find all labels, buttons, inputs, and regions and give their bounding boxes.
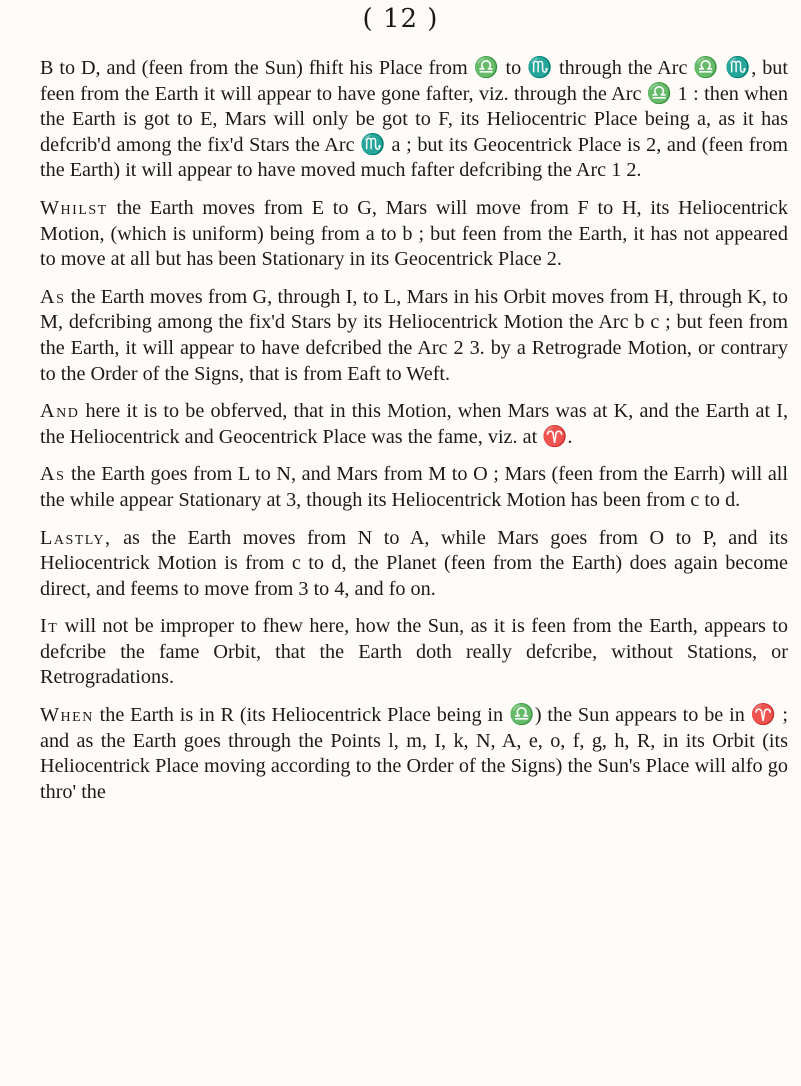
paragraph-8 (40, 703, 788, 805)
paragraph-1 (40, 56, 788, 184)
paragraph-lead: As (40, 463, 66, 486)
paragraph-lead: When (40, 704, 94, 727)
paragraph-text: as the Earth moves from N to A, while Mars goes from O to P, and its Heliocentrick Motion is from c to d, the Planet (feen from the Earth) does again become direct, and feems to move from 3 to 4, and fo on. (40, 526, 788, 600)
paragraph-text: here it is to be obferved, that in this Motion, when Mars was at K, and the Earth at I, the Heliocentrick and Geocentrick Place was the fame, viz. at ♈. (40, 400, 788, 448)
paragraph-lead: As (40, 285, 66, 308)
paragraph-text: B to D, and (feen from the Sun) fhift his Place from ♎ to ♏ through the Arc ♎ ♏, but feen from the Earth it will appear to have gone fafter, viz. through the Arc ♎ 1 : then when the Earth is got to E, Mars will only be got to F, its Heliocentric Place being a, as it has defcrib'd among the fix'd Stars the Arc ♏ a ; but its Geocentrick Place is 2, and (feen from the Earth) it will appear to have moved much fafter defcribing the Arc 1 2. (40, 57, 788, 182)
paragraph-lead: Lastly, (40, 526, 112, 549)
paragraph-text: the Earth goes from L to N, and Mars from M to O ; Mars (feen from the Earrh) will all the while appear Stationary at 3, though its Heliocentrick Motion has been from c to d. (40, 463, 788, 511)
paragraph-2 (40, 196, 788, 273)
paragraph-6 (40, 526, 788, 603)
paragraph-5 (40, 462, 788, 513)
body-text (40, 56, 788, 817)
paragraph-lead: Whilst (40, 196, 108, 219)
paragraph-text: the Earth moves from E to G, Mars will move from F to H, its Heliocentrick Motion, (which is uniform) being from a to b ; but feen from the Earth, it has not appeared to move at all but has been Stationary in its Geocentrick Place 2. (40, 196, 788, 271)
paragraph-lead: And (40, 400, 80, 423)
paragraph-text: the Earth is in R (its Heliocentrick Place being in ♎) the Sun appears to be in ♈ ; and as the Earth goes through the Points l, m, I, k, N, A, e, o, f, g, h, R, in its Orbit (its Heliocentrick Place moving according to the Order of the Signs) the Sun's Place will alfo go thro' the (40, 704, 788, 803)
paragraph-text: the Earth moves from G, through I, to L, Mars in his Orbit moves from H, through K, to M, defcribing among the fix'd Stars by its Heliocentrick Motion the Arc b c ; but feen from the Earth, it will appear to have defcribed the Arc 2 3. by a Retrograde Motion, or contrary to the Order of the Signs, that is from Eaft to Weft. (40, 285, 788, 385)
paragraph-text: will not be improper to fhew here, how the Sun, as it is feen from the Earth, appears to defcribe the fame Orbit, that the Earth doth really defcribe, without Stations, or Retrogradations. (40, 615, 788, 689)
paragraph-4 (40, 399, 788, 450)
paragraph-lead: It (40, 615, 59, 638)
paragraph-3 (40, 285, 788, 387)
paragraph-7 (40, 614, 788, 691)
page-number: ( 12 ) (362, 4, 439, 34)
